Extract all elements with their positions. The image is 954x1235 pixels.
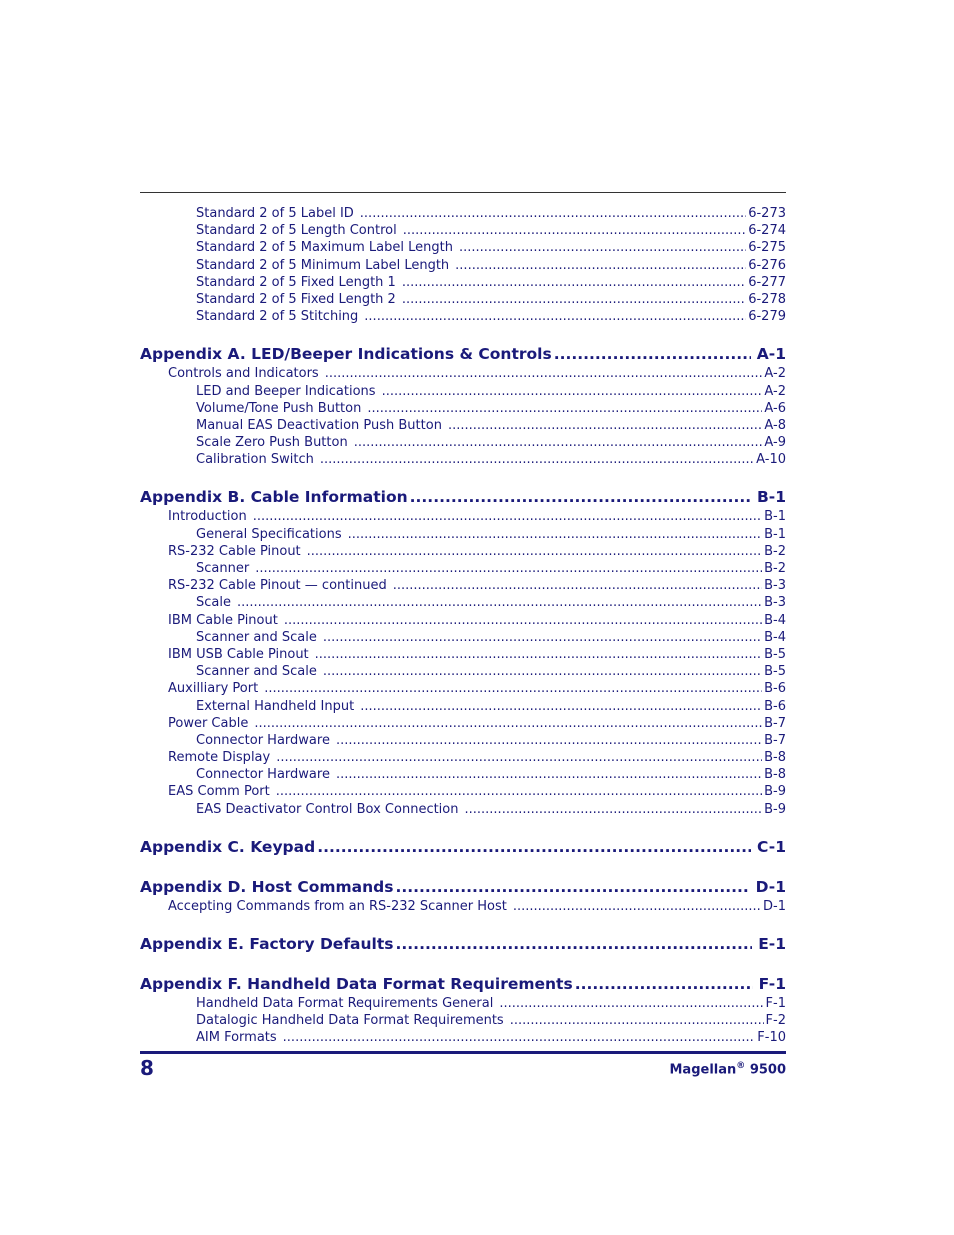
toc-entry[interactable] <box>140 629 786 646</box>
toc-entry-text: Controls and Indicators <box>168 366 319 382</box>
registered-mark: ® <box>736 1061 746 1071</box>
dot-leader <box>255 560 762 577</box>
toc-entry[interactable] <box>140 400 786 417</box>
dot-leader <box>284 612 762 629</box>
dot-leader <box>410 486 751 508</box>
product-name <box>670 1061 787 1077</box>
dot-leader <box>276 783 762 800</box>
toc-entry[interactable] <box>140 1012 786 1029</box>
toc-entry-text: Auxilliary Port <box>168 681 259 697</box>
appendix-heading-text: Appendix B. Cable Information <box>140 488 408 507</box>
dot-leader <box>382 383 763 400</box>
toc-entry[interactable] <box>140 451 786 468</box>
appendix-heading[interactable] <box>140 343 786 365</box>
toc-entry-text: Standard 2 of 5 Fixed Length 1 <box>196 274 396 290</box>
dot-leader <box>403 222 747 239</box>
toc-entry[interactable] <box>140 543 786 560</box>
dot-leader <box>253 508 762 525</box>
toc-entry[interactable] <box>140 801 786 818</box>
toc-entry-page: F-2 <box>765 1013 786 1029</box>
dot-leader <box>348 526 763 543</box>
toc-entry[interactable] <box>140 291 786 308</box>
toc-entry-text: Introduction <box>168 509 247 525</box>
toc-entry[interactable] <box>140 560 786 577</box>
toc-entry-page: B-8 <box>764 767 786 783</box>
dot-leader <box>283 1029 756 1046</box>
toc-entry-text: General Specifications <box>196 526 342 542</box>
toc-entry-page: B-5 <box>764 646 786 662</box>
toc-entry[interactable] <box>140 732 786 749</box>
dot-leader <box>276 749 762 766</box>
section-gap <box>140 955 786 973</box>
toc-entry[interactable] <box>140 612 786 629</box>
toc-entry[interactable] <box>140 663 786 680</box>
appendix-heading-page: B-1 <box>756 488 786 507</box>
toc-entry[interactable] <box>140 1029 786 1046</box>
dot-leader <box>364 308 746 325</box>
toc-entry-page: B-4 <box>764 629 786 645</box>
toc-entry-text: Datalogic Handheld Data Format Requirements <box>196 1013 504 1029</box>
appendix-heading-page: C-1 <box>757 837 786 856</box>
toc-entry-text: Scale Zero Push Button <box>196 435 348 451</box>
appendix-heading-page: E-1 <box>758 935 786 953</box>
dot-leader <box>254 715 762 732</box>
toc-entry-page: B-1 <box>764 526 786 542</box>
toc-entry-page: 6-274 <box>748 223 786 239</box>
table-of-contents <box>140 205 786 1047</box>
toc-entry[interactable] <box>140 995 786 1012</box>
dot-leader <box>459 239 746 256</box>
appendix-heading-page: A-1 <box>756 345 786 364</box>
dot-leader <box>307 543 762 560</box>
toc-entry-page: B-2 <box>764 561 786 576</box>
toc-entry[interactable] <box>140 257 786 274</box>
page-number: 8 <box>140 1056 154 1080</box>
toc-entry-page: A-8 <box>764 417 786 433</box>
toc-entry-page: B-7 <box>764 732 786 748</box>
toc-entry-text: Standard 2 of 5 Stitching <box>196 309 359 325</box>
appendix-heading-text: Appendix C. Keypad <box>140 837 316 856</box>
toc-entry[interactable] <box>140 526 786 543</box>
section-gap <box>140 858 786 876</box>
dot-leader <box>323 629 762 646</box>
dot-leader <box>575 973 753 995</box>
toc-entry-page: 6-276 <box>748 257 786 273</box>
dot-leader <box>554 343 751 365</box>
toc-entry-text: Handheld Data Format Requirements General <box>196 996 494 1011</box>
toc-entry-text: Connector Hardware <box>196 732 330 748</box>
toc-entry[interactable] <box>140 594 786 611</box>
top-rule <box>140 192 786 193</box>
appendix-heading-text: Appendix A. LED/Beeper Indications & Controls <box>140 345 552 364</box>
toc-entry[interactable] <box>140 383 786 400</box>
toc-entry-text: Manual EAS Deactivation Push Button <box>196 417 442 433</box>
toc-entry[interactable] <box>140 274 786 291</box>
toc-entry-text: Volume/Tone Push Button <box>196 400 362 416</box>
toc-entry[interactable] <box>140 783 786 800</box>
toc-entry-page: F-1 <box>765 996 786 1011</box>
toc-entry-text: IBM Cable Pinout <box>168 612 278 628</box>
toc-entry[interactable] <box>140 239 786 256</box>
dot-leader <box>336 732 762 749</box>
toc-entry-text: AIM Formats <box>196 1030 277 1046</box>
dot-leader <box>396 933 753 955</box>
toc-entry-page: B-8 <box>764 750 786 766</box>
toc-entry-text: Standard 2 of 5 Label ID <box>196 206 354 221</box>
toc-entry-text: RS-232 Cable Pinout <box>168 543 301 559</box>
toc-entry-text: Standard 2 of 5 Minimum Label Length <box>196 257 450 273</box>
toc-entry-page: B-3 <box>764 595 786 611</box>
dot-leader <box>360 698 762 715</box>
dot-leader <box>510 1012 764 1029</box>
toc-entry-page: A-6 <box>764 400 786 416</box>
toc-entry-page: B-9 <box>764 784 786 800</box>
toc-entry-page: B-7 <box>764 715 786 731</box>
dot-leader <box>360 205 746 222</box>
toc-entry-page: 6-278 <box>748 291 786 307</box>
toc-entry-page: B-6 <box>764 698 786 714</box>
appendix-heading[interactable] <box>140 876 786 898</box>
toc-entry-page: B-5 <box>764 664 786 680</box>
toc-entry-text: Standard 2 of 5 Maximum Label Length <box>196 240 453 256</box>
product-model: 9500 <box>749 1062 786 1078</box>
toc-entry[interactable] <box>140 766 786 783</box>
dot-leader <box>393 577 762 594</box>
appendix-heading-page: D-1 <box>755 877 786 896</box>
product-name-text: Magellan <box>669 1062 737 1078</box>
appendix-heading-page: F-1 <box>758 975 786 993</box>
toc-entry-text: Remote Display <box>168 750 271 766</box>
toc-entry[interactable] <box>140 434 786 451</box>
dot-leader <box>336 766 762 783</box>
dot-leader <box>402 291 746 308</box>
toc-entry[interactable] <box>140 577 786 594</box>
dot-leader <box>325 365 763 382</box>
toc-entry[interactable] <box>140 749 786 766</box>
toc-entry-page: B-4 <box>764 612 786 628</box>
dot-leader <box>367 400 762 417</box>
toc-entry-text: LED and Beeper Indications <box>196 383 376 399</box>
toc-entry-text: Power Cable <box>168 715 249 731</box>
dot-leader <box>455 257 746 274</box>
toc-entry[interactable] <box>140 715 786 732</box>
toc-entry-text: Scale <box>196 595 231 611</box>
toc-entry[interactable] <box>140 308 786 325</box>
appendix-heading[interactable] <box>140 973 786 995</box>
toc-entry-text: Scanner <box>196 561 250 576</box>
toc-entry-text: Connector Hardware <box>196 767 330 783</box>
toc-entry[interactable] <box>140 365 786 382</box>
toc-entry-text: RS-232 Cable Pinout — continued <box>168 578 387 594</box>
toc-entry-page: A-10 <box>756 452 786 468</box>
toc-entry-text: External Handheld Input <box>196 698 355 714</box>
dot-leader <box>323 663 762 680</box>
footer-rule <box>140 1051 786 1054</box>
appendix-heading[interactable] <box>140 933 786 955</box>
toc-entry-page: 6-273 <box>748 206 786 221</box>
dot-leader <box>395 876 749 898</box>
dot-leader <box>237 594 762 611</box>
toc-entry-page: 6-275 <box>748 240 786 256</box>
appendix-heading-text: Appendix E. Factory Defaults <box>140 935 394 953</box>
section-gap <box>140 468 786 486</box>
toc-entry-page: F-10 <box>757 1030 786 1046</box>
toc-entry-text: IBM USB Cable Pinout <box>168 646 309 662</box>
toc-entry[interactable] <box>140 698 786 715</box>
toc-entry-page: B-1 <box>764 509 786 525</box>
dot-leader <box>264 680 762 697</box>
toc-entry[interactable] <box>140 222 786 239</box>
toc-entry-text: Scanner and Scale <box>196 629 317 645</box>
dot-leader <box>402 274 746 291</box>
toc-entry[interactable] <box>140 646 786 663</box>
dot-leader <box>317 836 751 858</box>
toc-entry-text: EAS Comm Port <box>168 784 270 800</box>
toc-entry-page: B-2 <box>764 543 786 559</box>
toc-entry[interactable] <box>140 898 786 915</box>
dot-leader <box>448 417 762 434</box>
dot-leader <box>499 995 763 1012</box>
section-gap <box>140 915 786 933</box>
toc-entry-text: Scanner and Scale <box>196 664 317 680</box>
appendix-heading[interactable] <box>140 486 786 508</box>
toc-entry-page: A-2 <box>764 383 786 399</box>
section-gap <box>140 818 786 836</box>
toc-entry-text: Standard 2 of 5 Fixed Length 2 <box>196 291 396 307</box>
toc-entry[interactable] <box>140 508 786 525</box>
toc-entry[interactable] <box>140 417 786 434</box>
dot-leader <box>354 434 763 451</box>
toc-entry[interactable] <box>140 680 786 697</box>
dot-leader <box>315 646 762 663</box>
toc-entry-page: D-1 <box>763 898 786 914</box>
dot-leader <box>320 451 754 468</box>
toc-entry-page: B-6 <box>764 681 786 697</box>
toc-entry-text: Calibration Switch <box>196 452 314 468</box>
toc-entry-page: A-2 <box>764 366 786 382</box>
section-gap <box>140 325 786 343</box>
dot-leader <box>513 898 761 915</box>
toc-entry-page: B-3 <box>764 578 786 594</box>
appendix-heading-text: Appendix D. Host Commands <box>140 877 394 896</box>
toc-entry[interactable] <box>140 205 786 222</box>
toc-entry-page: B-9 <box>764 801 786 817</box>
toc-entry-text: EAS Deactivator Control Box Connection <box>196 801 459 817</box>
toc-entry-text: Standard 2 of 5 Length Control <box>196 223 397 239</box>
appendix-heading[interactable] <box>140 836 786 858</box>
toc-entry-text: Accepting Commands from an RS-232 Scanner Host <box>168 898 507 914</box>
toc-entry-page: 6-277 <box>748 274 786 290</box>
toc-entry-page: A-9 <box>764 435 786 451</box>
toc-entry-page: 6-279 <box>748 309 786 325</box>
dot-leader <box>465 801 763 818</box>
appendix-heading-text: Appendix F. Handheld Data Format Requirements <box>140 975 573 993</box>
